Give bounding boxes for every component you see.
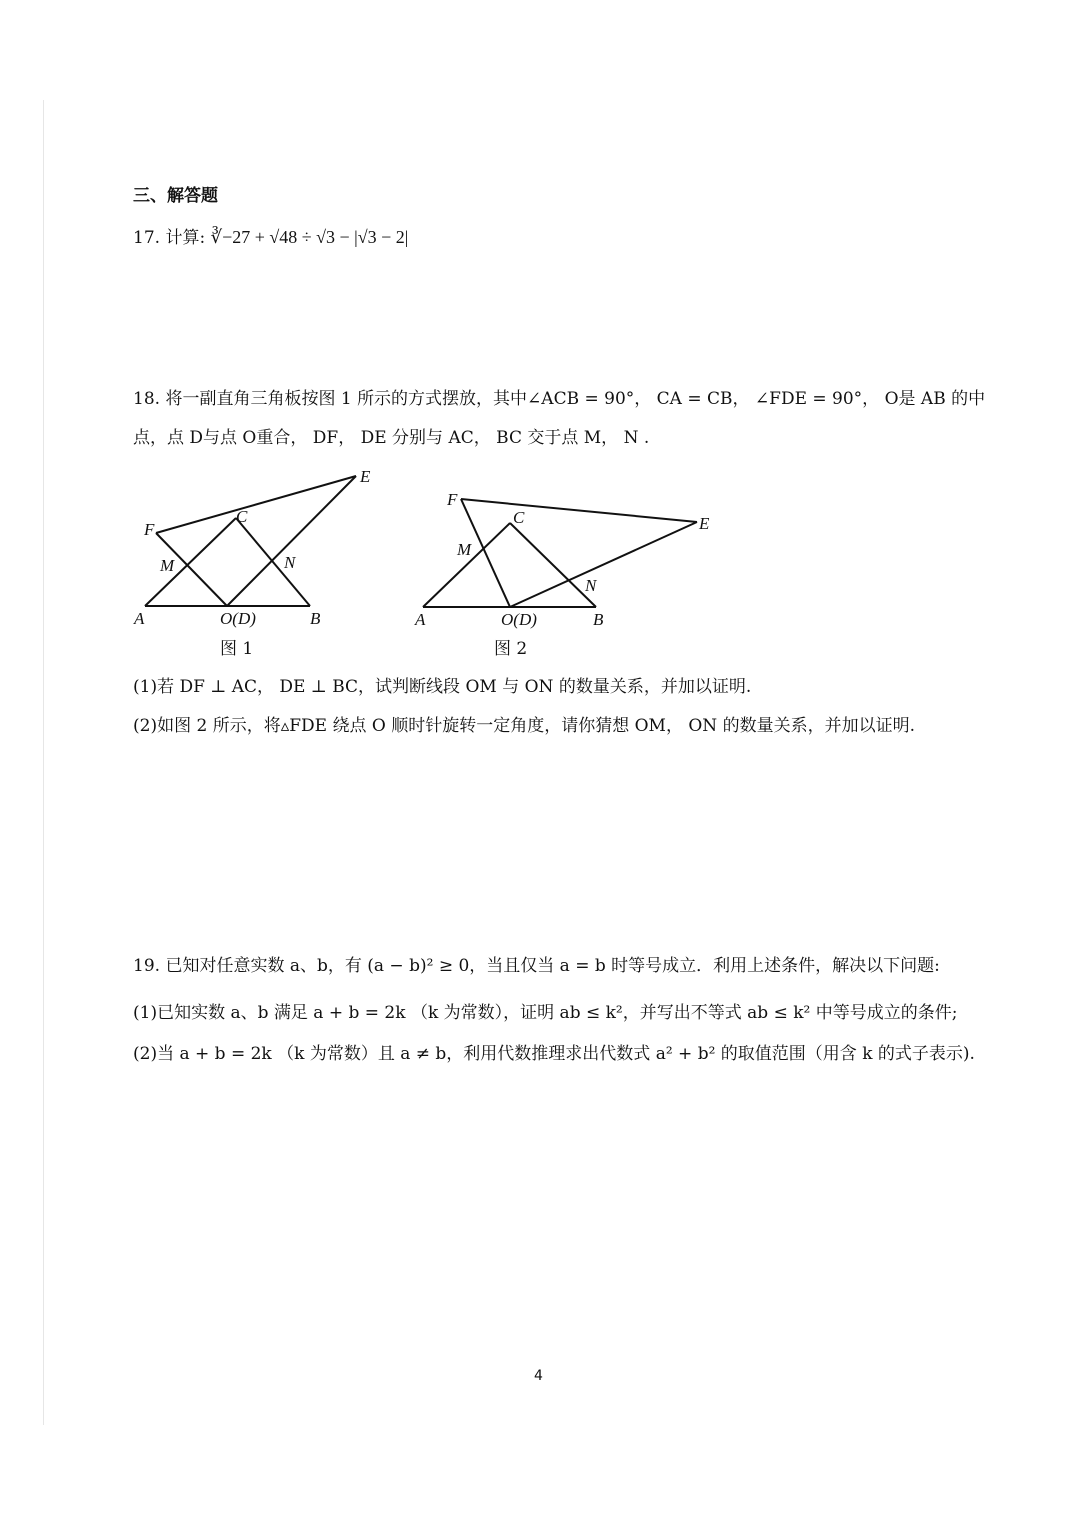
fig2-segment-ac [423, 523, 510, 607]
q19-line1: 19. 已知对任意实数 a、b，有 (a − b)² ≥ 0，当且仅当 a = b 时等号成立．利用上述条件，解决以下问题: [133, 956, 940, 976]
fig2-label-c: C [513, 508, 525, 527]
fig1-label-n: N [284, 553, 296, 572]
q18-part1: (1)若 DF ⊥ AC， DE ⊥ BC，试判断线段 OM 与 ON 的数量关系，并加以证明. [133, 677, 752, 697]
fig1-segment-ac [145, 518, 236, 606]
fig2-label-f: F [447, 490, 458, 509]
fig1-label-c: C [236, 507, 248, 526]
q17-label [133, 226, 408, 249]
figure-1 [120, 460, 400, 640]
fig1-label-a: A [134, 609, 145, 628]
q17-expression: ∛−27 + √48 ÷ √3 − |√3 − 2| [210, 227, 409, 247]
fig1-segment-fe [156, 476, 356, 533]
fig1-segment-cb [236, 518, 310, 606]
q18-line2: 点，点 D与点 O重合， DF， DE 分别与 AC， BC 交于点 M， N . [133, 428, 650, 448]
q19-part2: (2)当 a + b = 2k （k 为常数）且 a ≠ b，利用代数推理求出代数式 a² + b² 的取值范围（用含 k 的式子表示). [133, 1044, 975, 1064]
q18-line1: 18. 将一副直角三角板按图 1 所示的方式摆放，其中∠ACB = 90°， CA = CB， ∠FDE = 90°， O是 AB 的中 [133, 389, 986, 409]
fig2-segment-fe [461, 499, 697, 522]
margin-line [43, 100, 44, 1425]
fig2-segment-cb [510, 523, 596, 607]
fig2-label-m: M [457, 540, 472, 559]
fig1-label-b: B [310, 609, 321, 628]
fig2-caption: 图 2 [494, 639, 528, 659]
fig1-label-o: O(D) [220, 609, 256, 628]
fig2-label-o: O(D) [501, 610, 537, 629]
fig1-caption: 图 1 [220, 639, 254, 659]
fig2-label-e: E [699, 514, 710, 533]
fig1-label-m: M [160, 556, 175, 575]
section-title: 三、解答题 [133, 186, 218, 206]
fig1-segment-de [227, 476, 356, 606]
page-number: 4 [534, 1368, 543, 1384]
fig2-label-a: A [415, 610, 426, 629]
figure-2 [405, 485, 725, 645]
q17-number: 17. [133, 228, 161, 248]
fig2-segment-de [510, 522, 697, 607]
q19-part1: (1)已知实数 a、b 满足 a + b = 2k （k 为常数），证明 ab ≤ k²，并写出不等式 ab ≤ k² 中等号成立的条件; [133, 1003, 958, 1023]
q18-part2: (2)如图 2 所示，将▵FDE 绕点 O 顺时针旋转一定角度，请你猜想 OM， ON 的数量关系，并加以证明. [133, 716, 915, 736]
fig1-label-e: E [360, 467, 371, 486]
fig1-label-f: F [144, 520, 155, 539]
q17-prefix: 计算: [165, 228, 206, 248]
fig2-label-b: B [593, 610, 604, 629]
fig2-label-n: N [585, 576, 597, 595]
